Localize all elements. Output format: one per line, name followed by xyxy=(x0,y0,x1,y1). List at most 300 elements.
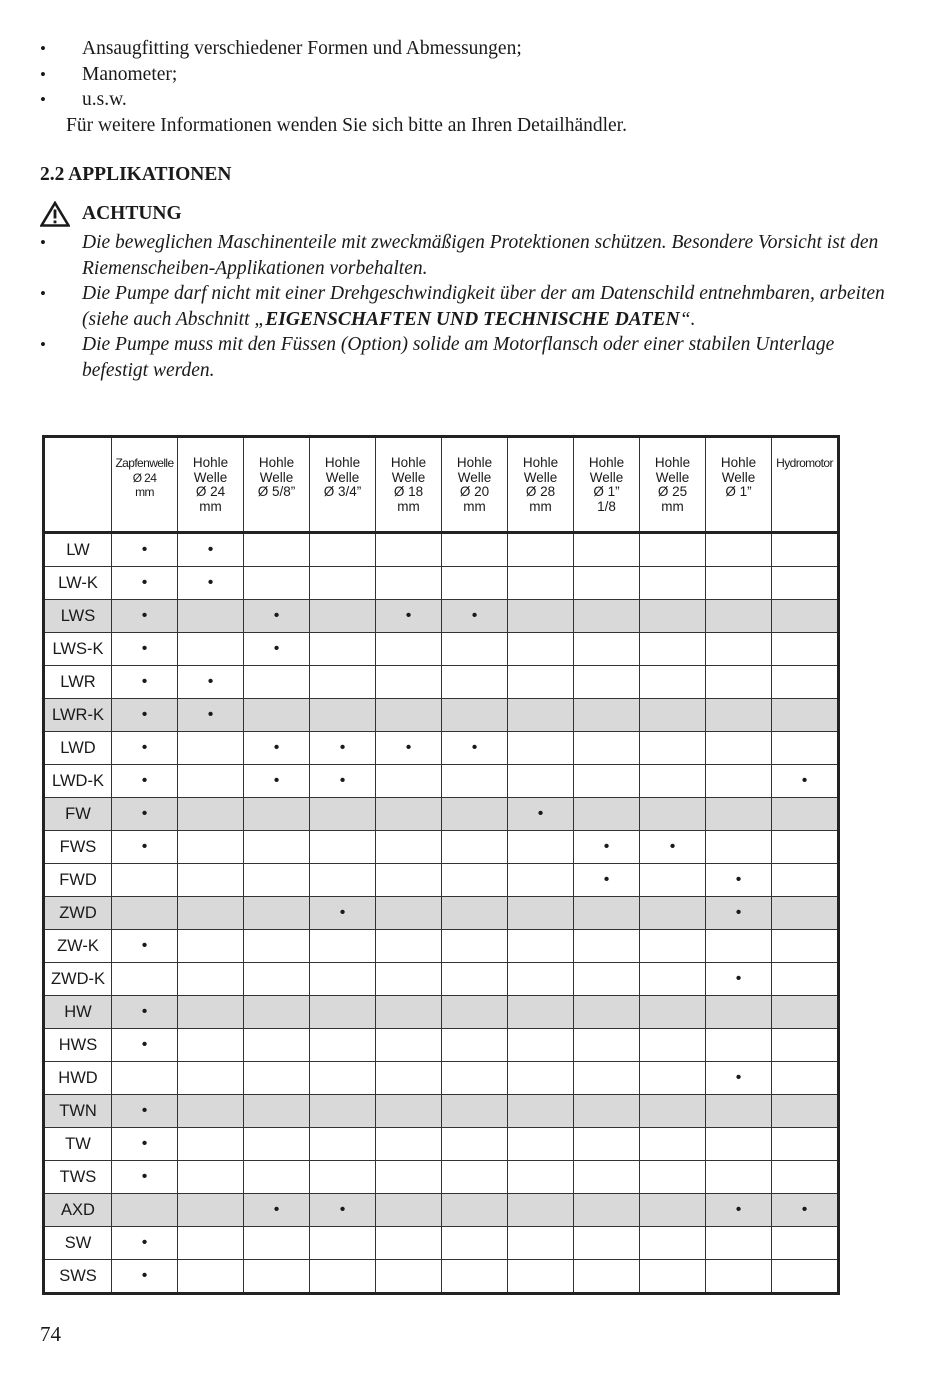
column-header xyxy=(772,437,839,533)
table-cell xyxy=(706,765,772,798)
column-header-line: Welle xyxy=(589,469,624,485)
table-cell xyxy=(640,699,706,732)
table-cell xyxy=(574,567,640,600)
table-cell xyxy=(244,1095,310,1128)
table-cell xyxy=(640,600,706,633)
column-header-line: Welle xyxy=(391,469,426,485)
column-header-line: Hohle xyxy=(654,455,691,470)
table-cell xyxy=(244,567,310,600)
table-row xyxy=(44,1161,839,1194)
table-cell xyxy=(376,930,442,963)
bullet-symbol: • xyxy=(40,64,46,84)
column-header-line: mm xyxy=(661,498,684,514)
table-cell xyxy=(310,666,376,699)
table-row xyxy=(44,567,839,600)
warning-text-end: “. xyxy=(679,308,696,330)
warning-text-group xyxy=(82,281,900,332)
table-cell xyxy=(112,1062,178,1095)
table-cell xyxy=(508,864,574,897)
table-cell xyxy=(442,996,508,1029)
row-label: ZWD xyxy=(44,897,112,930)
table-cell xyxy=(376,1194,442,1227)
table-cell xyxy=(442,567,508,600)
table-cell xyxy=(772,798,839,831)
compatibility-mark: • xyxy=(640,831,706,864)
column-header-line: Ø 24 xyxy=(195,484,226,499)
list-item xyxy=(40,230,900,281)
page-number: 74 xyxy=(40,1322,61,1346)
table-cell xyxy=(640,1260,706,1294)
compatibility-mark: • xyxy=(112,831,178,864)
column-header-line: Welle xyxy=(325,469,360,485)
compatibility-mark: • xyxy=(376,732,442,765)
table-cell xyxy=(640,666,706,699)
column-header-line: mm xyxy=(199,498,222,514)
column-header-line: mm xyxy=(463,498,486,514)
table-cell xyxy=(442,765,508,798)
row-label: LWR xyxy=(44,666,112,699)
column-header-line: 1/8 xyxy=(597,498,616,514)
table-cell xyxy=(442,1128,508,1161)
table-cell xyxy=(442,1227,508,1260)
table-cell xyxy=(442,1194,508,1227)
table-cell xyxy=(772,1260,839,1294)
column-header-line: Welle xyxy=(193,469,228,485)
table-cell xyxy=(640,897,706,930)
table-cell xyxy=(376,1128,442,1161)
column-header-line: mm xyxy=(397,498,420,514)
table-cell xyxy=(706,633,772,666)
column-header xyxy=(376,437,442,533)
table-cell xyxy=(244,1227,310,1260)
table-cell xyxy=(508,765,574,798)
compatibility-mark: • xyxy=(244,732,310,765)
table-cell xyxy=(706,1161,772,1194)
compatibility-mark: • xyxy=(706,897,772,930)
table-cell xyxy=(178,1029,244,1062)
table-cell xyxy=(376,1161,442,1194)
table-cell xyxy=(574,699,640,732)
table-cell xyxy=(508,1194,574,1227)
compatibility-mark: • xyxy=(244,1194,310,1227)
table-cell xyxy=(178,864,244,897)
row-label: HW xyxy=(44,996,112,1029)
table-cell xyxy=(574,633,640,666)
table-row xyxy=(44,1095,839,1128)
table-cell xyxy=(310,1095,376,1128)
table-row xyxy=(44,600,839,633)
column-header-line: Welle xyxy=(523,469,558,485)
bullet-symbol: • xyxy=(40,90,46,109)
table-cell xyxy=(508,633,574,666)
compatibility-mark: • xyxy=(310,1194,376,1227)
table-cell xyxy=(508,1128,574,1161)
table-cell xyxy=(706,600,772,633)
table-cell xyxy=(640,930,706,963)
table-cell xyxy=(772,864,839,897)
compatibility-mark: • xyxy=(178,567,244,600)
table-cell xyxy=(178,963,244,996)
row-label: TW xyxy=(44,1128,112,1161)
table-cell xyxy=(574,1095,640,1128)
table-cell xyxy=(772,1029,839,1062)
table-cell xyxy=(508,996,574,1029)
table-cell xyxy=(178,1062,244,1095)
column-header-line: Ø 1” xyxy=(725,484,752,499)
table-row xyxy=(44,699,839,732)
table-row xyxy=(44,930,839,963)
row-label: TWS xyxy=(44,1161,112,1194)
table-cell xyxy=(442,699,508,732)
table-cell xyxy=(310,1227,376,1260)
table-cell xyxy=(772,633,839,666)
bullet-symbol: • xyxy=(40,335,46,354)
bullet-symbol: • xyxy=(40,233,46,252)
section-title: 2.2 APPLIKATIONEN xyxy=(40,164,232,185)
compatibility-mark: • xyxy=(244,633,310,666)
column-header-line: Ø 3/4” xyxy=(323,484,362,499)
table-cell xyxy=(508,567,574,600)
table-cell xyxy=(706,1260,772,1294)
table-row xyxy=(44,633,839,666)
table-cell xyxy=(376,831,442,864)
compatibility-mark: • xyxy=(112,930,178,963)
bullet-symbol: • xyxy=(40,39,46,58)
table-cell xyxy=(376,1062,442,1095)
table-cell xyxy=(442,1062,508,1095)
column-header xyxy=(442,437,508,533)
list-item-text: Ansaugfitting verschiedener Formen und Abmessungen; xyxy=(82,38,522,59)
table-cell xyxy=(574,897,640,930)
table-cell xyxy=(640,1029,706,1062)
column-header-line: Ø 28 xyxy=(525,484,556,499)
column-header xyxy=(310,437,376,533)
table-cell xyxy=(706,699,772,732)
table-cell xyxy=(244,666,310,699)
compatibility-mark: • xyxy=(574,864,640,897)
compatibility-mark: • xyxy=(376,600,442,633)
compatibility-mark: • xyxy=(574,831,640,864)
table-cell xyxy=(574,666,640,699)
table-cell xyxy=(310,567,376,600)
table-cell xyxy=(310,798,376,831)
column-header-line: mm xyxy=(135,485,154,499)
compatibility-mark: • xyxy=(112,1029,178,1062)
table-cell xyxy=(112,864,178,897)
warning-header xyxy=(40,198,900,230)
row-label: HWS xyxy=(44,1029,112,1062)
warning-block xyxy=(40,198,900,383)
table-cell xyxy=(772,1062,839,1095)
column-header-line: Hohle xyxy=(390,455,427,470)
table-cell xyxy=(376,533,442,567)
table-cell xyxy=(508,666,574,699)
table-cell xyxy=(244,1062,310,1095)
table-cell xyxy=(178,1161,244,1194)
column-header-line: Ø 25 xyxy=(657,484,688,499)
table-cell xyxy=(706,1029,772,1062)
table-cell xyxy=(310,930,376,963)
compatibility-mark: • xyxy=(112,533,178,567)
table-row xyxy=(44,996,839,1029)
compatibility-mark: • xyxy=(244,765,310,798)
table-cell xyxy=(310,864,376,897)
column-header-line: Ø 20 xyxy=(459,484,490,499)
warning-triangle-icon xyxy=(40,201,70,227)
table-cell xyxy=(310,963,376,996)
compatibility-mark: • xyxy=(442,600,508,633)
compatibility-mark: • xyxy=(310,732,376,765)
table-cell xyxy=(772,533,839,567)
table-cell xyxy=(244,533,310,567)
table-cell xyxy=(244,1161,310,1194)
row-label: LWS-K xyxy=(44,633,112,666)
table-cell xyxy=(574,930,640,963)
table-cell xyxy=(574,1227,640,1260)
table-cell xyxy=(706,732,772,765)
table-row xyxy=(44,765,839,798)
table-cell xyxy=(640,533,706,567)
table-cell xyxy=(640,1194,706,1227)
table-cell xyxy=(178,600,244,633)
table-row xyxy=(44,1260,839,1294)
table-cell xyxy=(178,1260,244,1294)
row-label: SWS xyxy=(44,1260,112,1294)
table-cell xyxy=(772,1227,839,1260)
list-item-text: u.s.w. xyxy=(82,89,127,110)
compatibility-mark: • xyxy=(112,996,178,1029)
table-cell xyxy=(706,533,772,567)
column-header-line: Welle xyxy=(259,469,294,485)
compatibility-mark: • xyxy=(112,666,178,699)
table-cell xyxy=(574,1062,640,1095)
table-cell xyxy=(310,831,376,864)
column-header xyxy=(178,437,244,533)
table-cell xyxy=(706,1095,772,1128)
table-cell xyxy=(706,1128,772,1161)
table-cell xyxy=(640,1062,706,1095)
table-cell xyxy=(574,963,640,996)
table-row xyxy=(44,1128,839,1161)
row-label: TWN xyxy=(44,1095,112,1128)
warning-text: Die beweglichen Maschinenteile mit zweckmäßigen Protektionen schützen. Besondere Vorsicht ist den Riemenscheiben-Applikationen vorbehalten. xyxy=(82,232,879,279)
table-cell xyxy=(376,1029,442,1062)
table-cell xyxy=(376,567,442,600)
compatibility-mark: • xyxy=(112,1260,178,1294)
row-label: FW xyxy=(44,798,112,831)
table-cell xyxy=(310,1062,376,1095)
table-cell xyxy=(772,1128,839,1161)
column-header-line: Ø 5/8” xyxy=(257,484,296,499)
table-cell xyxy=(376,633,442,666)
table-cell xyxy=(178,1095,244,1128)
list-item xyxy=(40,87,900,113)
table-cell xyxy=(640,1227,706,1260)
table-cell xyxy=(772,963,839,996)
list-item xyxy=(40,332,900,383)
table-cell xyxy=(640,1161,706,1194)
table-row xyxy=(44,798,839,831)
table-cell xyxy=(376,798,442,831)
table-cell xyxy=(178,633,244,666)
table-cell xyxy=(244,996,310,1029)
table-cell xyxy=(178,1128,244,1161)
list-item xyxy=(40,281,900,332)
table-cell xyxy=(772,600,839,633)
table-cell xyxy=(310,1128,376,1161)
column-header-line: Ø 18 xyxy=(393,484,424,499)
table-cell xyxy=(574,1161,640,1194)
table-cell xyxy=(442,1161,508,1194)
row-label: LW xyxy=(44,533,112,567)
table-cell xyxy=(508,1161,574,1194)
table-cell xyxy=(508,1260,574,1294)
table-cell xyxy=(310,699,376,732)
column-header-line: Hohle xyxy=(456,455,493,470)
application-table-wrapper xyxy=(42,435,840,1295)
table-cell xyxy=(442,930,508,963)
table-row xyxy=(44,666,839,699)
compatibility-mark: • xyxy=(442,732,508,765)
compatibility-mark: • xyxy=(112,600,178,633)
column-header-line: Hohle xyxy=(720,455,757,470)
table-cell xyxy=(508,1062,574,1095)
table-row xyxy=(44,897,839,930)
table-row xyxy=(44,1194,839,1227)
table-cell xyxy=(640,864,706,897)
table-cell xyxy=(706,930,772,963)
column-header-line: Hohle xyxy=(522,455,559,470)
table-cell xyxy=(640,732,706,765)
table-cell xyxy=(376,1095,442,1128)
table-cell xyxy=(640,567,706,600)
compatibility-mark: • xyxy=(112,567,178,600)
column-header-line: Ø 24 xyxy=(132,470,157,485)
table-cell xyxy=(772,732,839,765)
table-cell xyxy=(640,633,706,666)
table-cell xyxy=(640,996,706,1029)
column-header-line: Hohle xyxy=(324,455,361,470)
row-label: LWS xyxy=(44,600,112,633)
table-cell xyxy=(376,1260,442,1294)
table-cell xyxy=(442,1029,508,1062)
row-label: LW-K xyxy=(44,567,112,600)
table-cell xyxy=(178,897,244,930)
row-label: ZW-K xyxy=(44,930,112,963)
table-cell xyxy=(376,666,442,699)
table-cell xyxy=(508,699,574,732)
compatibility-mark: • xyxy=(310,765,376,798)
table-cell xyxy=(244,699,310,732)
table-cell xyxy=(574,1194,640,1227)
table-cell xyxy=(706,831,772,864)
table-cell xyxy=(574,533,640,567)
table-cell xyxy=(508,600,574,633)
compatibility-mark: • xyxy=(178,666,244,699)
list-item-text: Manometer; xyxy=(82,63,178,85)
compatibility-mark: • xyxy=(112,633,178,666)
table-row xyxy=(44,533,839,567)
table-cell xyxy=(376,996,442,1029)
compatibility-mark: • xyxy=(112,1227,178,1260)
table-cell xyxy=(508,897,574,930)
section-reference: EIGENSCHAFTEN UND TECHNISCHE DATEN xyxy=(265,308,680,330)
table-cell xyxy=(508,1029,574,1062)
table-cell xyxy=(442,533,508,567)
column-header-line: Ø 1” xyxy=(593,484,620,499)
row-label: SW xyxy=(44,1227,112,1260)
column-header-line: Welle xyxy=(457,469,492,485)
bullet-symbol: • xyxy=(40,284,46,303)
table-cell xyxy=(772,699,839,732)
table-cell xyxy=(178,732,244,765)
table-cell xyxy=(772,897,839,930)
table-cell xyxy=(310,996,376,1029)
table-cell xyxy=(640,798,706,831)
compatibility-mark: • xyxy=(112,699,178,732)
table-cell xyxy=(574,765,640,798)
column-header-line: Hohle xyxy=(258,455,295,470)
table-row xyxy=(44,732,839,765)
table-cell xyxy=(178,1194,244,1227)
compatibility-mark: • xyxy=(772,765,839,798)
compatibility-mark: • xyxy=(706,1194,772,1227)
table-row xyxy=(44,1029,839,1062)
table-cell xyxy=(706,666,772,699)
warning-text: Die Pumpe darf nicht mit einer Drehgeschwindigkeit über der am Datenschild entnehmbaren, arbeiten (siehe auch Abschnitt „ xyxy=(82,283,885,330)
column-header-line: Zapfenwelle xyxy=(115,456,174,470)
row-label: ZWD-K xyxy=(44,963,112,996)
table-cell xyxy=(574,1260,640,1294)
table-row xyxy=(44,831,839,864)
table-cell xyxy=(376,963,442,996)
row-label: HWD xyxy=(44,1062,112,1095)
table-header-row xyxy=(44,437,839,533)
info-text: Für weitere Informationen wenden Sie sich bitte an Ihren Detailhändler. xyxy=(66,114,627,136)
table-cell xyxy=(508,963,574,996)
table-cell xyxy=(772,1161,839,1194)
table-cell xyxy=(706,996,772,1029)
compatibility-mark: • xyxy=(706,963,772,996)
column-header xyxy=(112,437,178,533)
table-cell xyxy=(178,930,244,963)
table-cell xyxy=(244,798,310,831)
table-cell xyxy=(442,963,508,996)
table-cell xyxy=(178,831,244,864)
row-label: LWR-K xyxy=(44,699,112,732)
compatibility-mark: • xyxy=(178,533,244,567)
compatibility-mark: • xyxy=(178,699,244,732)
table-cell xyxy=(376,765,442,798)
table-cell xyxy=(640,963,706,996)
row-label: FWS xyxy=(44,831,112,864)
table-row xyxy=(44,1062,839,1095)
table-cell xyxy=(442,633,508,666)
compatibility-mark: • xyxy=(112,1128,178,1161)
table-cell xyxy=(310,533,376,567)
table-cell xyxy=(112,1194,178,1227)
column-header-line: Hohle xyxy=(588,455,625,470)
column-header-line: Hydromotor xyxy=(776,456,833,470)
row-label: LWD-K xyxy=(44,765,112,798)
table-row xyxy=(44,1227,839,1260)
compatibility-mark: • xyxy=(706,1062,772,1095)
column-header xyxy=(574,437,640,533)
compatibility-mark: • xyxy=(310,897,376,930)
column-header-line: Hohle xyxy=(192,455,229,470)
table-cell xyxy=(574,1029,640,1062)
table-cell xyxy=(574,600,640,633)
